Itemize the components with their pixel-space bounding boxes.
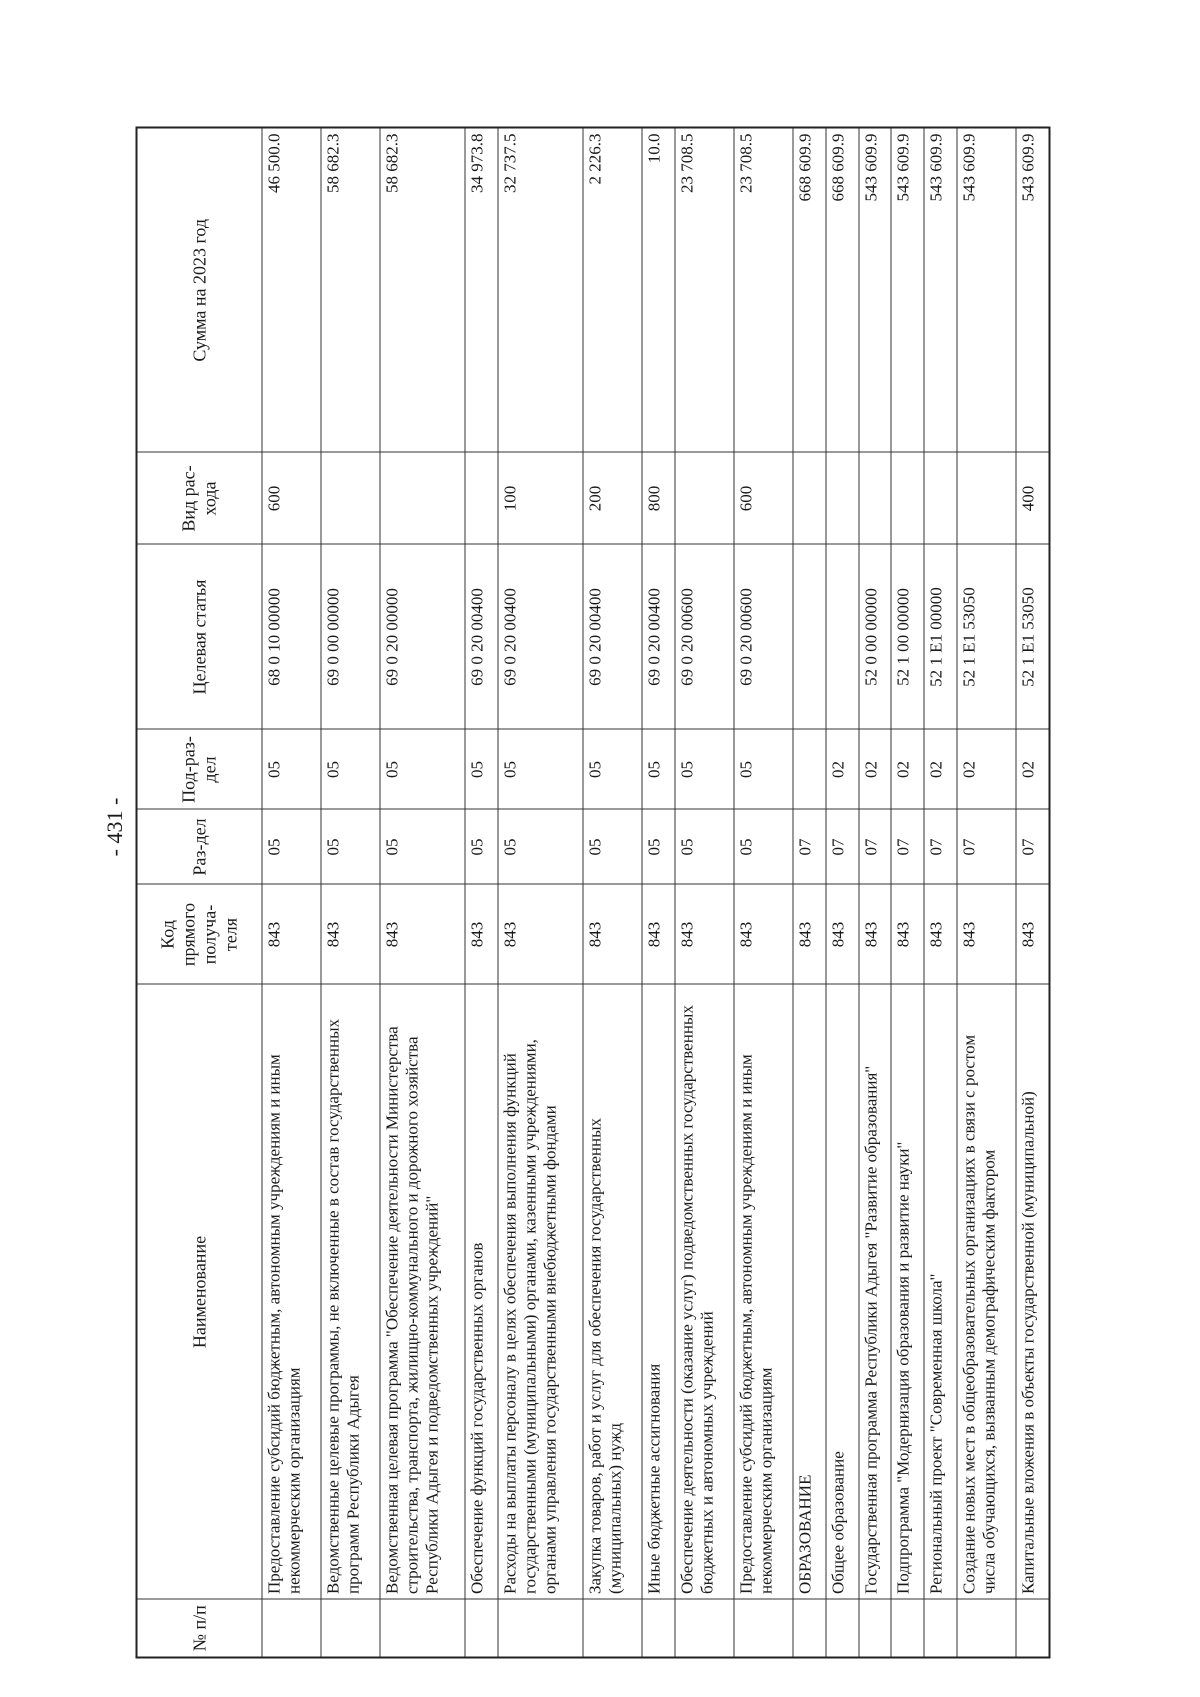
cell-target: 52 1 00 00000 [891, 545, 924, 730]
cell-section: 07 [924, 810, 957, 885]
table-row [321, 128, 380, 1658]
cell-recipient: 843 [675, 885, 734, 985]
cell-amount: 2 226.3 [583, 128, 642, 453]
cell-name: Предоставление субсидий бюджетным, автономным учреждениям и иным некоммерческим организациям [734, 985, 793, 1600]
cell-no [380, 1600, 465, 1658]
cell-name: Обеспечение деятельности (оказание услуг) подведомственных государственных бюджетных и автономных учреждений [675, 985, 734, 1600]
cell-name: Ведомственные целевые программы, не включенные в состав государственных программ Республики Адыгея [321, 985, 380, 1600]
table-row [675, 128, 734, 1658]
header-recipient: Код прямого получа-теля [137, 885, 263, 985]
cell-no [793, 1600, 826, 1658]
cell-exptype [675, 453, 734, 545]
cell-subsection: 02 [957, 730, 1016, 810]
cell-section: 07 [859, 810, 892, 885]
cell-name: ОБРАЗОВАНИЕ [793, 985, 826, 1600]
cell-exptype [793, 453, 826, 545]
cell-amount: 668 609.9 [826, 128, 859, 453]
cell-recipient: 843 [924, 885, 957, 985]
cell-amount: 10.0 [642, 128, 675, 453]
cell-name: Расходы на выплаты персоналу в целях обеспечения выполнения функций государственными (муниципальными) органами, казенными учреждениями, органами управления государственными внебюджетными фондами [498, 985, 583, 1600]
cell-recipient: 843 [793, 885, 826, 985]
cell-amount: 543 609.9 [957, 128, 1016, 453]
header-exptype: Вид рас-хода [137, 453, 263, 545]
cell-subsection: 05 [583, 730, 642, 810]
cell-recipient: 843 [465, 885, 498, 985]
cell-target: 68 0 10 00000 [262, 545, 321, 730]
cell-exptype: 400 [1016, 453, 1050, 545]
budget-table [136, 127, 1051, 1659]
cell-subsection: 05 [321, 730, 380, 810]
cell-section: 07 [891, 810, 924, 885]
cell-amount: 58 682.3 [321, 128, 380, 453]
cell-target: 52 1 E1 53050 [1016, 545, 1050, 730]
cell-subsection: 05 [262, 730, 321, 810]
table-body [262, 128, 1050, 1658]
table-row [1016, 128, 1050, 1658]
cell-no [957, 1600, 1016, 1658]
cell-section: 05 [262, 810, 321, 885]
cell-exptype [891, 453, 924, 545]
cell-recipient: 843 [583, 885, 642, 985]
cell-subsection: 05 [465, 730, 498, 810]
cell-recipient: 843 [642, 885, 675, 985]
cell-no [465, 1600, 498, 1658]
cell-target: 69 0 20 00400 [583, 545, 642, 730]
table-row [859, 128, 892, 1658]
cell-target: 69 0 20 00000 [380, 545, 465, 730]
cell-exptype [957, 453, 1016, 545]
cell-name: Закупка товаров, работ и услуг для обеспечения государственных (муниципальных) нужд [583, 985, 642, 1600]
cell-subsection: 05 [498, 730, 583, 810]
table-header [137, 128, 263, 1658]
cell-no [826, 1600, 859, 1658]
cell-no [498, 1600, 583, 1658]
cell-subsection: 05 [734, 730, 793, 810]
cell-amount: 23 708.5 [734, 128, 793, 453]
cell-name: Капитальные вложения в объекты государственной (муниципальной) [1016, 985, 1050, 1600]
cell-section: 05 [321, 810, 380, 885]
cell-section: 07 [826, 810, 859, 885]
cell-target: 52 1 E1 00000 [924, 545, 957, 730]
cell-recipient: 843 [891, 885, 924, 985]
cell-no [642, 1600, 675, 1658]
cell-name: Государственная программа Республики Адыгея "Развитие образования" [859, 985, 892, 1600]
table-row [826, 128, 859, 1658]
cell-amount: 543 609.9 [1016, 128, 1050, 453]
cell-exptype [924, 453, 957, 545]
header-name: Наименование [137, 985, 263, 1600]
cell-section: 05 [380, 810, 465, 885]
cell-amount: 34 973.8 [465, 128, 498, 453]
cell-exptype: 200 [583, 453, 642, 545]
cell-amount: 543 609.9 [891, 128, 924, 453]
cell-target: 69 0 20 00600 [734, 545, 793, 730]
cell-target: 69 0 00 00000 [321, 545, 380, 730]
cell-recipient: 843 [380, 885, 465, 985]
cell-recipient: 843 [734, 885, 793, 985]
cell-section: 05 [465, 810, 498, 885]
cell-subsection: 02 [924, 730, 957, 810]
cell-exptype: 600 [734, 453, 793, 545]
cell-amount: 23 708.5 [675, 128, 734, 453]
cell-no [675, 1600, 734, 1658]
table-row [793, 128, 826, 1658]
table-row [465, 128, 498, 1658]
cell-amount: 32 737.5 [498, 128, 583, 453]
cell-recipient: 843 [859, 885, 892, 985]
cell-exptype [859, 453, 892, 545]
cell-section: 05 [583, 810, 642, 885]
cell-exptype [465, 453, 498, 545]
cell-no [924, 1600, 957, 1658]
cell-no [734, 1600, 793, 1658]
header-no: № п/п [137, 1600, 263, 1658]
cell-exptype: 100 [498, 453, 583, 545]
cell-subsection: 02 [826, 730, 859, 810]
cell-subsection: 02 [1016, 730, 1050, 810]
cell-section: 07 [793, 810, 826, 885]
table-row [924, 128, 957, 1658]
cell-exptype: 600 [262, 453, 321, 545]
cell-name: Ведомственная целевая программа "Обеспечение деятельности Министерства строительства, транспорта, жилищно-коммунального и дорожного хозяйства Республики Адыгея и подведомственных учреждений" [380, 985, 465, 1600]
cell-exptype [321, 453, 380, 545]
cell-no [321, 1600, 380, 1658]
cell-name: Региональный проект "Современная школа" [924, 985, 957, 1600]
table-row [262, 128, 321, 1658]
cell-target [826, 545, 859, 730]
cell-target: 52 0 00 00000 [859, 545, 892, 730]
cell-no [1016, 1600, 1050, 1658]
cell-no [859, 1600, 892, 1658]
cell-target: 69 0 20 00400 [498, 545, 583, 730]
cell-target: 69 0 20 00400 [465, 545, 498, 730]
cell-target: 69 0 20 00400 [642, 545, 675, 730]
cell-amount: 668 609.9 [793, 128, 826, 453]
cell-subsection: 02 [891, 730, 924, 810]
cell-recipient: 843 [262, 885, 321, 985]
cell-name: Иные бюджетные ассигнования [642, 985, 675, 1600]
cell-name: Создание новых мест в общеобразовательных организациях в связи с ростом числа обучающихся, вызванным демографическим фактором [957, 985, 1016, 1600]
cell-subsection: 05 [675, 730, 734, 810]
cell-section: 05 [734, 810, 793, 885]
cell-no [583, 1600, 642, 1658]
cell-section: 05 [642, 810, 675, 885]
cell-exptype: 800 [642, 453, 675, 545]
cell-name: Предоставление субсидий бюджетным, автономным учреждениям и иным некоммерческим организациям [262, 985, 321, 1600]
cell-target: 69 0 20 00600 [675, 545, 734, 730]
header-amount: Сумма на 2023 год [137, 128, 263, 453]
cell-name: Обеспечение функций государственных органов [465, 985, 498, 1600]
cell-subsection: 05 [642, 730, 675, 810]
cell-subsection: 05 [380, 730, 465, 810]
header-target: Целевая статья [137, 545, 263, 730]
cell-amount: 543 609.9 [924, 128, 957, 453]
cell-no [262, 1600, 321, 1658]
cell-subsection [793, 730, 826, 810]
cell-recipient: 843 [498, 885, 583, 985]
cell-name: Общее образование [826, 985, 859, 1600]
cell-amount: 58 682.3 [380, 128, 465, 453]
cell-recipient: 843 [321, 885, 380, 985]
cell-target: 52 1 E1 53050 [957, 545, 1016, 730]
cell-target [793, 545, 826, 730]
table-row [734, 128, 793, 1658]
table-row [957, 128, 1016, 1658]
budget-table-container [136, 129, 1051, 1659]
page-number: - 431 - [102, 797, 127, 857]
cell-section: 05 [675, 810, 734, 885]
table-row [891, 128, 924, 1658]
cell-recipient: 843 [957, 885, 1016, 985]
cell-section: 05 [498, 810, 583, 885]
table-row [642, 128, 675, 1658]
cell-recipient: 843 [1016, 885, 1050, 985]
table-row [380, 128, 465, 1658]
cell-name: Подпрограмма "Модернизация образования и развитие науки" [891, 985, 924, 1600]
header-subsection: Под-раз-дел [137, 730, 263, 810]
cell-section: 07 [957, 810, 1016, 885]
table-row [498, 128, 583, 1658]
cell-exptype [380, 453, 465, 545]
cell-section: 07 [1016, 810, 1050, 885]
cell-subsection: 02 [859, 730, 892, 810]
table-row [583, 128, 642, 1658]
cell-amount: 543 609.9 [859, 128, 892, 453]
cell-recipient: 843 [826, 885, 859, 985]
cell-exptype [826, 453, 859, 545]
cell-no [891, 1600, 924, 1658]
header-section: Раз-дел [137, 810, 263, 885]
cell-amount: 46 500.0 [262, 128, 321, 453]
